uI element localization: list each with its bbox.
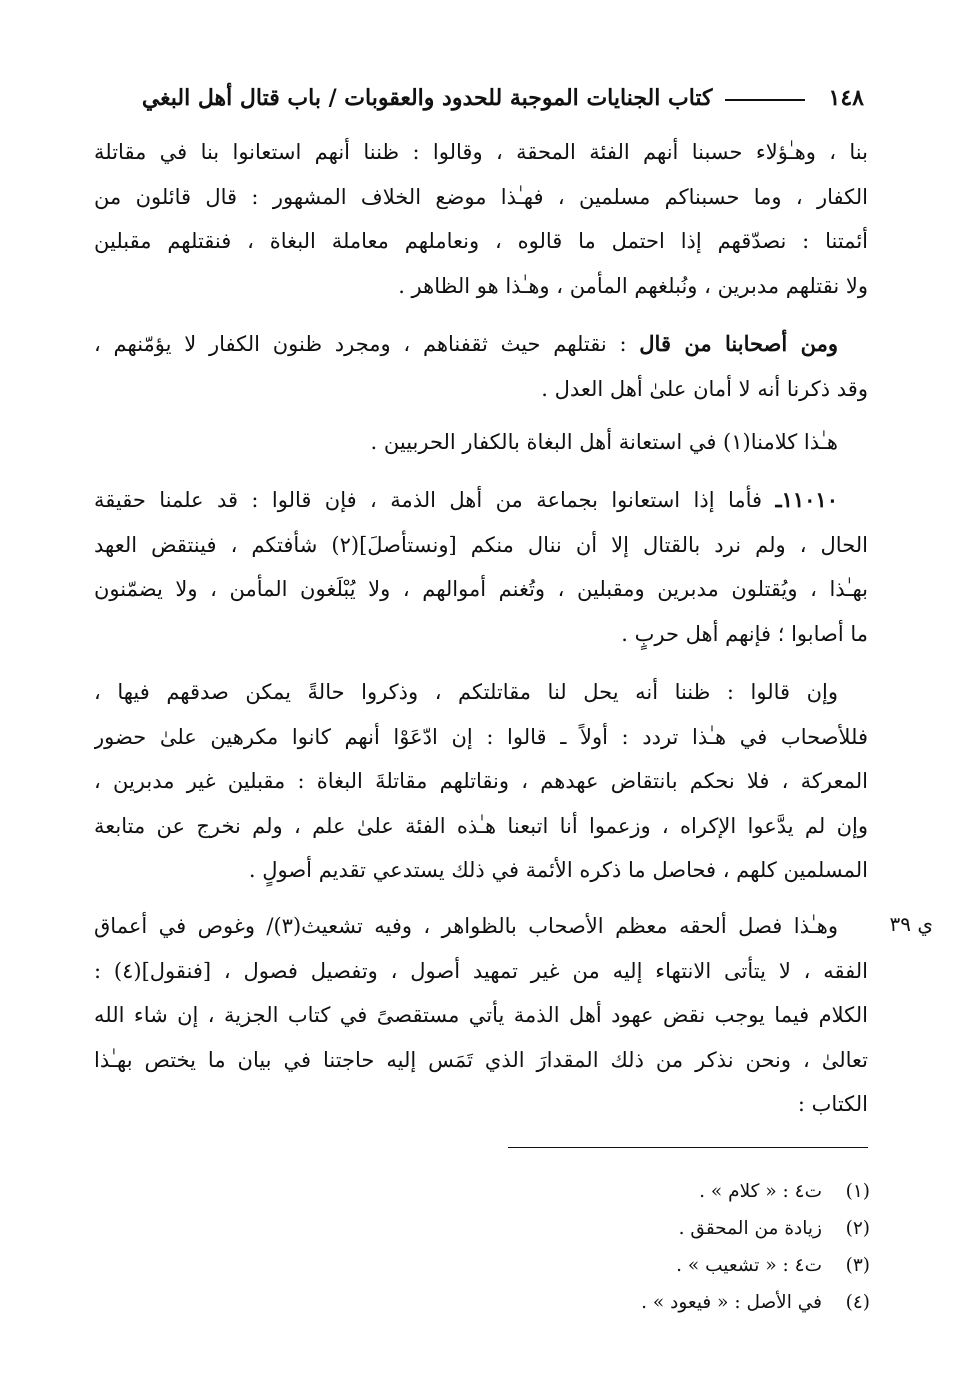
running-header <box>92 78 864 118</box>
paragraph-1 <box>94 130 868 308</box>
header-rule <box>725 99 805 101</box>
footnote-number: (١) <box>845 1181 870 1202</box>
paragraph-4 <box>94 478 868 656</box>
footnote <box>440 1284 870 1321</box>
footnote-text: ت٤ : « كلام » . <box>699 1181 822 1202</box>
page-number: ١٤٨ <box>828 85 864 111</box>
text-run: : نقتلهم حيث ثقفناهم ، ومجرد ظنون الكفار لا يؤمّنهم ، <box>94 332 640 356</box>
text-line: بنا ، وهـٰؤلاء حسبنا أنهم الفئة المحقة ، وقالوا : ظننا أنهم استعانوا بنا في مقاتلة <box>94 140 868 164</box>
footnote-number: (٣) <box>845 1255 870 1276</box>
text-line: المعركة ، فلا نحكم بانتقاض عهدهم ، ونقاتلهم مقاتلةَ البغاة : مقبلين غير مدبرين ، <box>94 769 868 793</box>
text-line: وهـٰذا فصل ألحقه معظم الأصحاب بالظواهر ، وفيه تشعيث(٣)/ وغوص في أعماق <box>94 914 838 938</box>
footnote-number: (٤) <box>845 1292 870 1313</box>
text-line: ولا نقتلهم مدبرين ، ونُبلغهم المأمن ، وهـٰذا هو الظاهر . <box>398 273 868 298</box>
text-line: أئمتنا : نصدّقهم إذا احتمل ما قالوه ، ونعاملهم معاملة البغاة ، فنقتلهم مقبلين <box>94 229 868 253</box>
text-line: وإن لم يدَّعوا الإكراه ، وزعموا أنا اتبعنا هـٰذه الفئة علىٰ علم ، ولم نخرج عن متابعة <box>94 813 868 838</box>
text-run: فأما إذا استعانوا بجماعة من أهل الذمة ، فإن قالوا : قد علمنا حقيقة <box>94 488 776 512</box>
text-line: الكفار ، وما حسبناكم مسلمين ، فهـٰذا موضع الخلاف المشهور : قال قائلون من <box>94 184 868 209</box>
footnote <box>440 1210 870 1247</box>
text-line: الفقه ، لا يتأتى الانتهاء إليه من غير تمهيد أصول ، وتفصيل فصول ، [فنقول](٤) : <box>94 958 868 983</box>
text-line <box>94 322 868 367</box>
footnote <box>440 1173 870 1210</box>
footnote-rule <box>508 1147 868 1148</box>
text-line: تعالىٰ ، ونحن نذكر من ذلك المقدارَ الذي تَمَس إليه حاجتنا في بيان ما يختص بهـٰذا <box>94 1047 868 1072</box>
running-title: كتاب الجنايات الموجبة للحدود والعقوبات / باب قتال أهل البغي <box>141 85 713 111</box>
bold-lead: ومن أصحابنا من قال <box>639 331 838 356</box>
text-line: وإن قالوا : ظننا أنه يحل لنا مقاتلتكم ، وذكروا حالةً يمكن صدقهم فيها ، <box>94 680 838 704</box>
text-line: هـٰذا كلامنا(١) في استعانة أهل البغاة بالكفار الحربيين . <box>370 430 838 454</box>
paragraph-6 <box>94 904 868 1127</box>
footnote-text: في الأصل : « فيعود » . <box>641 1292 822 1313</box>
text-line: الحال ، ولم نرد بالقتال إلا أن ننال منكم [ونستأصلَ](٢) شأفتكم ، فينتقض العهد <box>94 532 868 557</box>
text-line: المسلمين كلهم ، فحاصل ما ذكره الأئمة في ذلك يستدعي تقديم أصولٍ . <box>248 858 868 882</box>
text-line: الكلام فيما يوجب نقض عهود أهل الذمة يأتي مستقصىً في كتاب الجزية ، إن شاء الله <box>94 1003 868 1027</box>
paragraph-2 <box>94 322 868 411</box>
footnote-text: زيادة من المحقق . <box>678 1218 822 1239</box>
footnote-text: ت٤ : « تشعيب » . <box>676 1255 822 1276</box>
footnote-number: (٢) <box>845 1218 870 1239</box>
paragraph-3 <box>94 420 868 465</box>
text-line: ما أصابوا ؛ فإنهم أهل حربٍ . <box>621 621 868 646</box>
text-line: وقد ذكرنا أنه لا أمان علىٰ أهل العدل . <box>541 376 868 401</box>
footnotes <box>440 1173 870 1321</box>
footnote <box>440 1247 870 1284</box>
paragraph-5 <box>94 670 868 893</box>
text-line: فللأصحاب في هـٰذا تردد : أولاً ـ قالوا : إن ادّعَوْا أنهم كانوا مكرهين علىٰ حضور <box>94 724 868 749</box>
text-line <box>94 478 868 523</box>
manuscript-folio-note: ي ٣٩ <box>889 912 933 936</box>
text-line: الكتاب : <box>797 1092 868 1116</box>
text-line: بهـٰذا ، ويُقتلون مدبرين ومقبلين ، وتُغنم أموالهم ، ولا يُبْلَغون المأمن ، ولا يضمّنون <box>94 577 868 601</box>
section-number: ١١٠١٠ـ <box>775 487 838 512</box>
